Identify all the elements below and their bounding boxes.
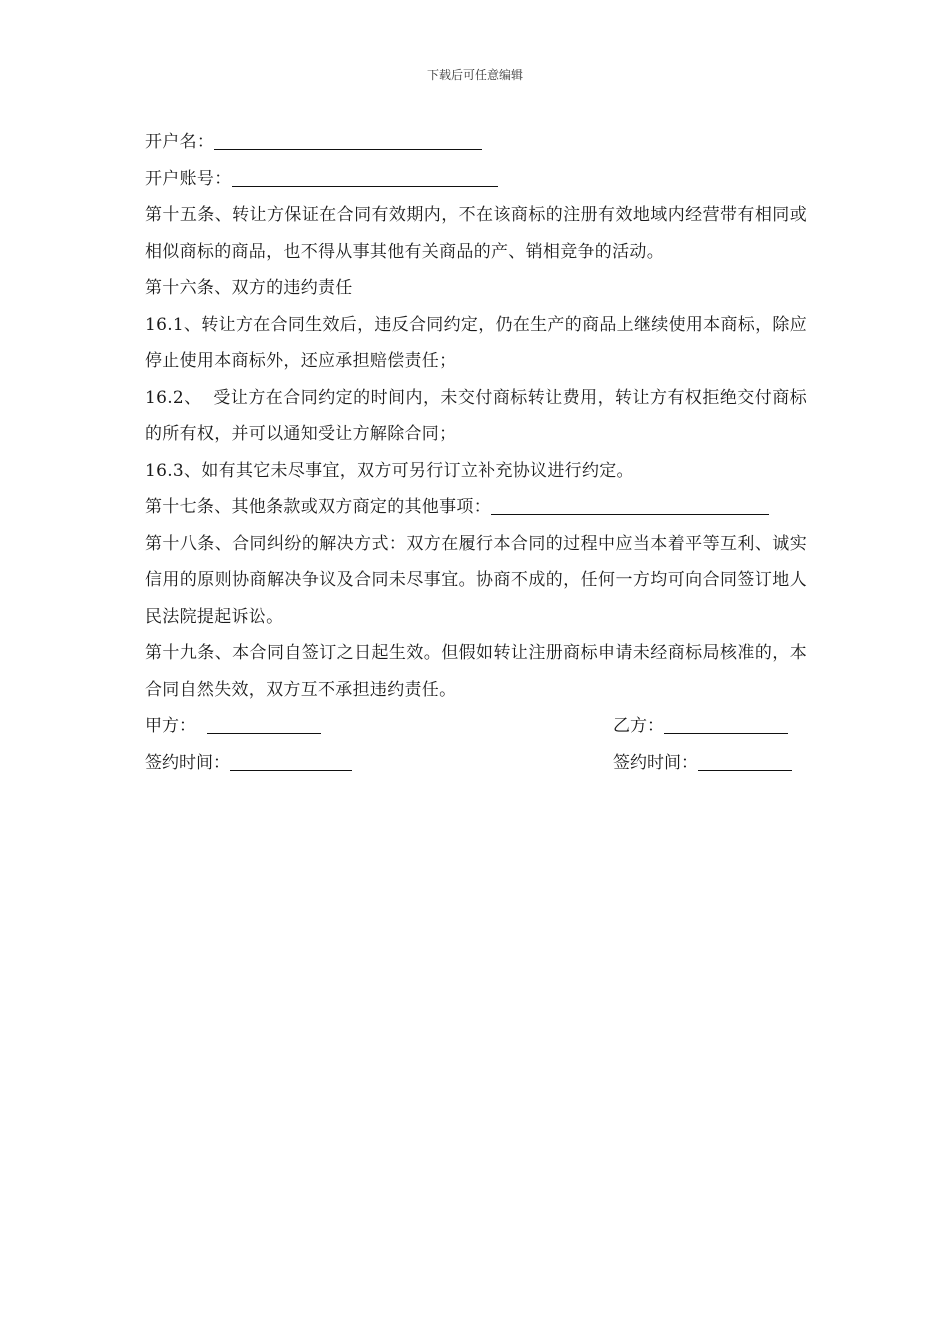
sign-time-b-label: 签约时间： [613, 752, 698, 773]
clause-15: 第十五条、转让方保证在合同有效期内，不在该商标的注册有效地域内经营带有相同或相似商标的商品，也不得从事其他有关商品的产、销相竞争的活动。 [145, 205, 807, 262]
contract-body [145, 124, 807, 781]
account-name-row [145, 124, 807, 161]
sign-time-a-label: 签约时间： [145, 752, 230, 773]
sign-time-b-blank[interactable] [698, 752, 792, 771]
sign-time-b [613, 745, 792, 782]
clause-16-1: 16.1、转让方在合同生效后，违反合同约定，仍在生产的商品上继续使用本商标，除应停止使用本商标外，还应承担赔偿责任； [145, 314, 807, 371]
page-header: 下载后可任意编辑 [426, 68, 523, 82]
account-name-label: 开户名： [145, 132, 215, 152]
party-row [145, 708, 807, 745]
clause-16-title: 第十六条、双方的违约责任 [145, 278, 353, 298]
party-a-label: 甲方： [145, 716, 196, 736]
account-number-label: 开户账号： [145, 168, 232, 189]
sign-time-a [145, 745, 352, 782]
account-name-blank[interactable] [214, 131, 482, 150]
clause-17-row [145, 489, 807, 526]
clause-16-2: 16.2、 受让方在合同约定的时间内，未交付商标转让费用，转让方有权拒绝交付商标的所有权，并可以通知受让方解除合同； [145, 387, 807, 444]
party-b-label: 乙方： [613, 716, 664, 736]
party-b [613, 708, 788, 745]
clause-19: 第十九条、本合同自签订之日起生效。但假如转让注册商标申请未经商标局核准的，本合同自然失效，双方互不承担违约责任。 [145, 643, 807, 700]
account-number-row [145, 161, 807, 198]
party-a [145, 708, 321, 745]
party-a-blank[interactable] [207, 715, 321, 734]
clause-18: 第十八条、合同纠纷的解决方式：双方在履行本合同的过程中应当本着平等互利、诚实信用的原则协商解决争议及合同未尽事宜。协商不成的，任何一方均可向合同签订地人民法院提起诉讼。 [145, 533, 807, 627]
account-number-blank[interactable] [232, 168, 498, 187]
sign-time-row [145, 745, 807, 782]
clause-16-3: 16.3、如有其它未尽事宜，双方可另行订立补充协议进行约定。 [145, 460, 634, 481]
clause-17: 第十七条、其他条款或双方商定的其他事项： [145, 497, 491, 517]
other-matters-blank[interactable] [491, 496, 769, 515]
party-b-blank[interactable] [664, 715, 788, 734]
sign-time-a-blank[interactable] [230, 752, 352, 771]
